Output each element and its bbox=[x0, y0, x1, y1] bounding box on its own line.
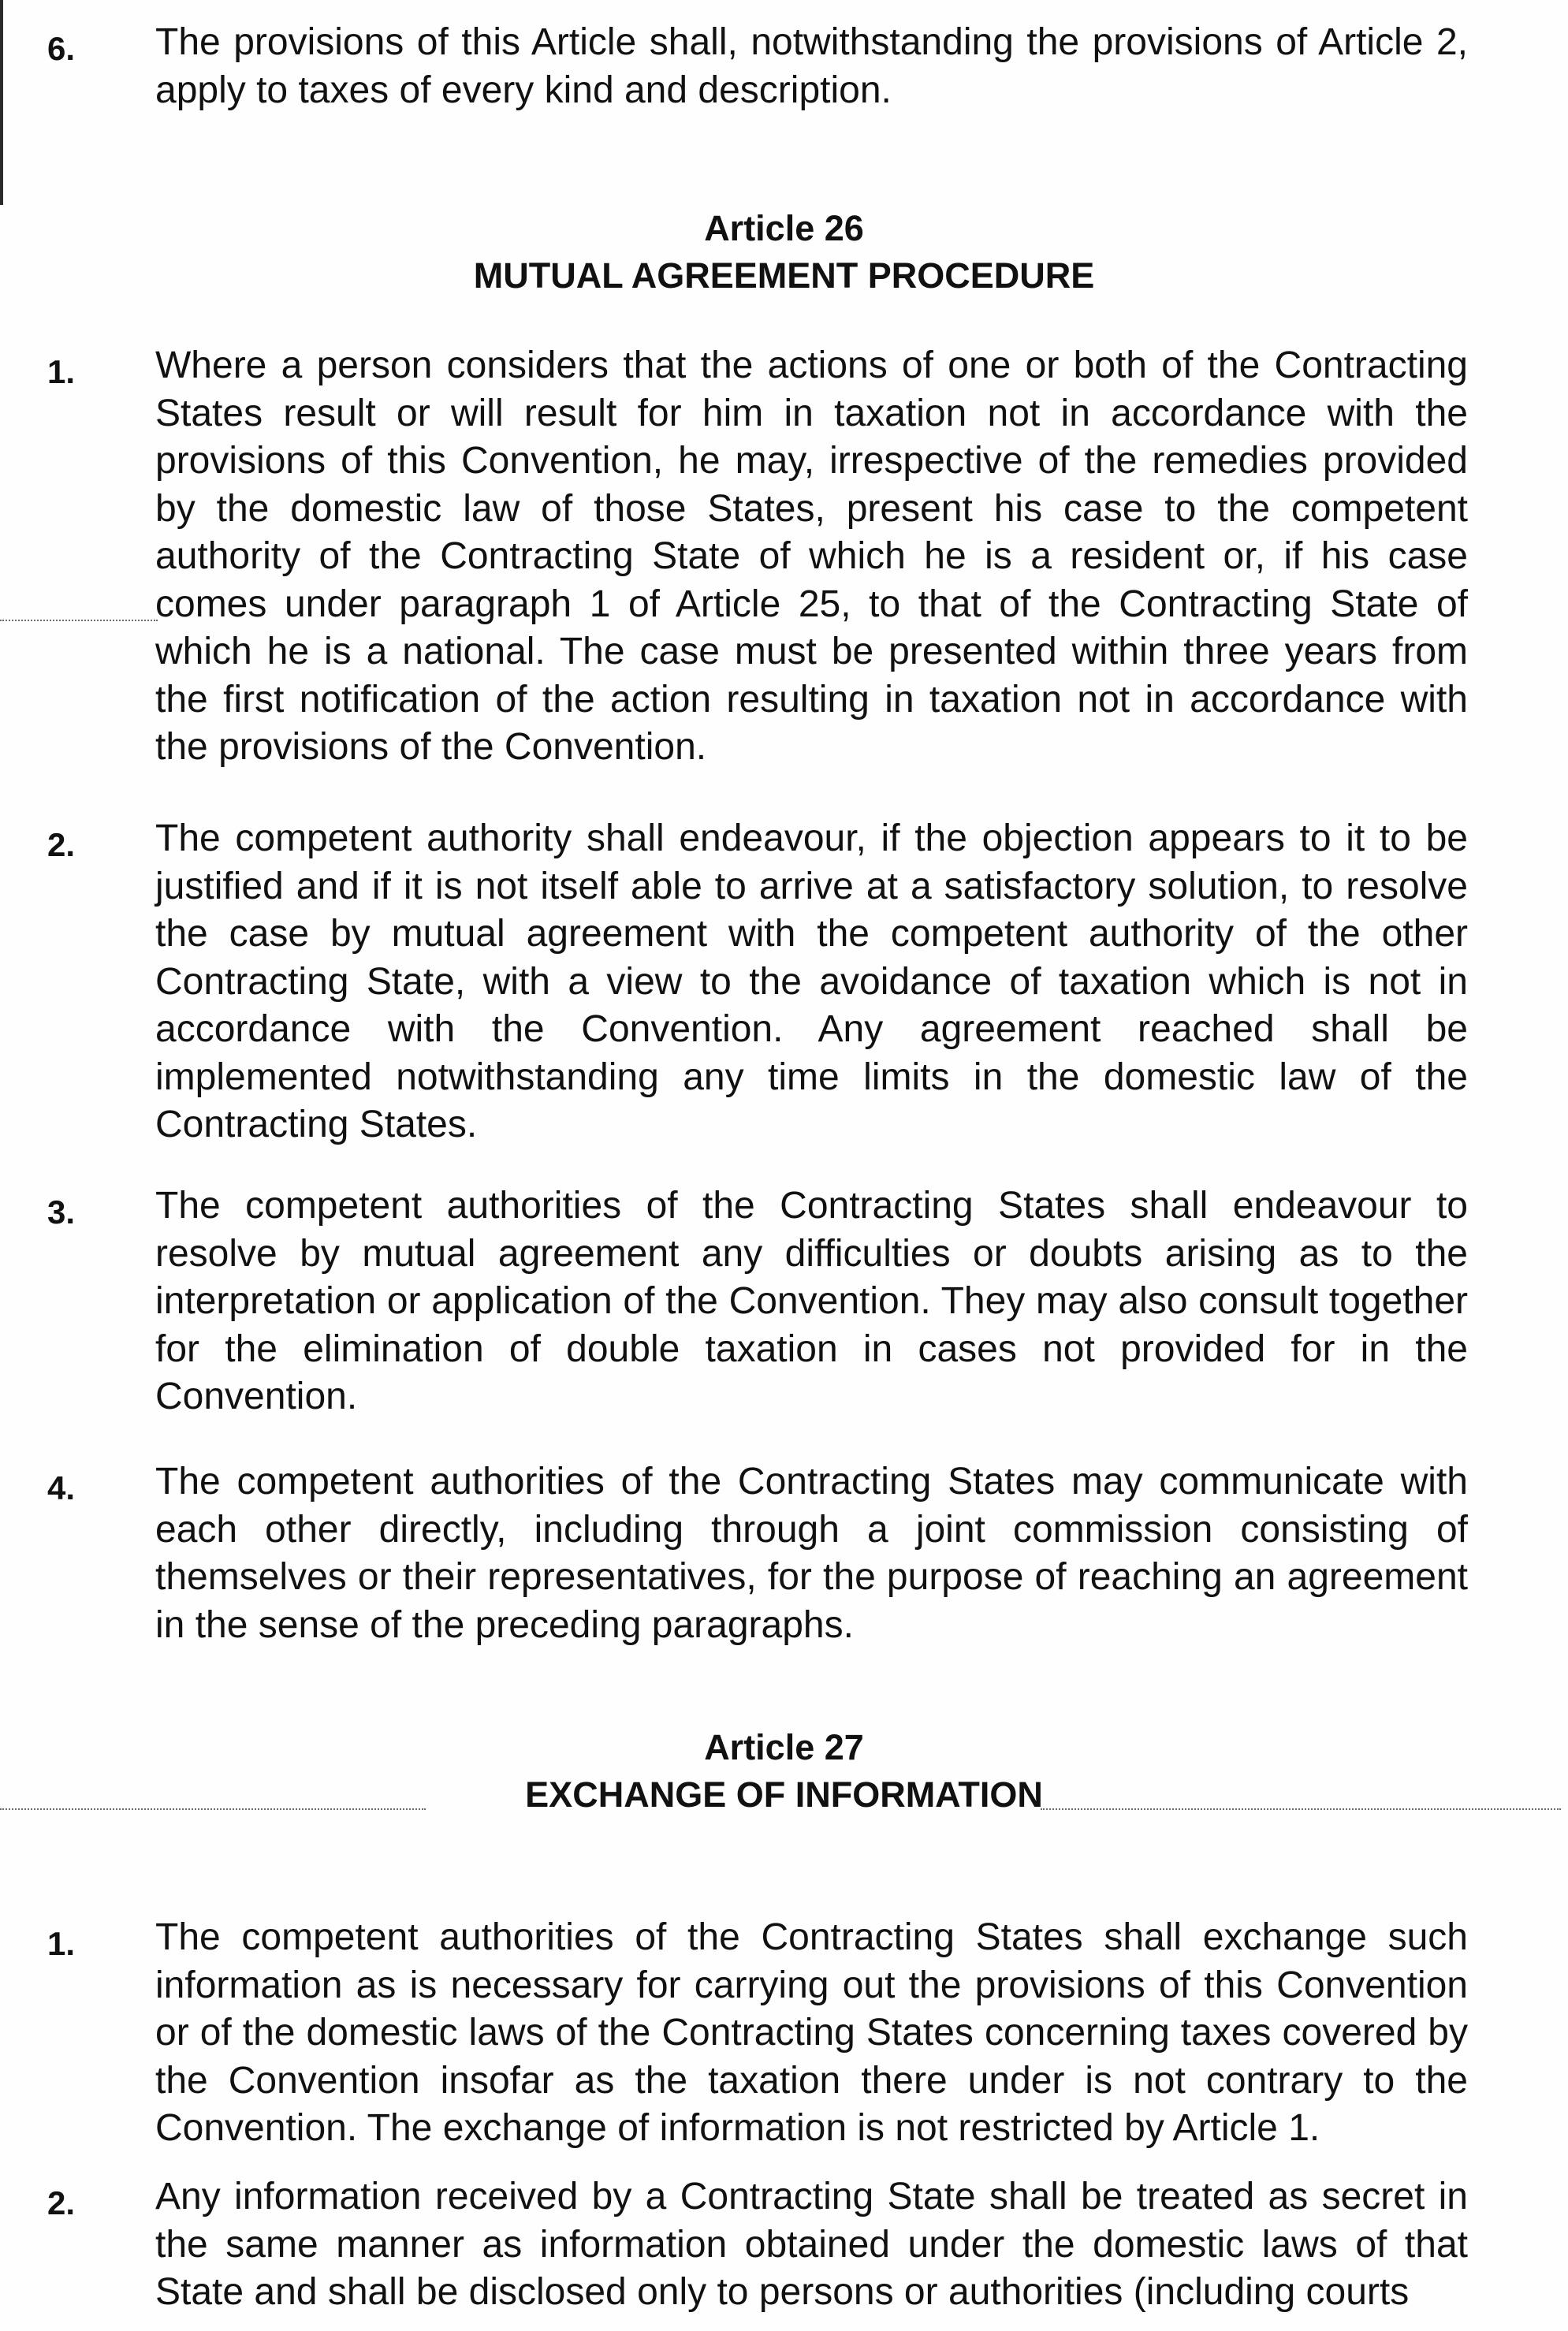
article-27-title: EXCHANGE OF INFORMATION bbox=[525, 1774, 1043, 1815]
paragraph-number: 4. bbox=[47, 1469, 76, 1506]
paragraph-text: Any information received by a Contracting State shall be treated as secret in the same manner as information obtained under the domestic laws of that State and shall be disclosed only to persons or authorities (including courts bbox=[155, 2176, 1468, 2313]
paragraph-text: The provisions of this Article shall, notwithstanding the provisions of Article 2, apply to taxes of every kind and description. bbox=[155, 21, 1468, 111]
paragraph-text: The competent authorities of the Contracting States shall exchange such information as is necessary for carrying out the provisions of this Convention or of the domestic laws of the Contracting States concerning taxes covered by the Convention insofar as the taxation there under is not contrary to the Convention. The exchange of information is not restricted by Article 1. bbox=[155, 1916, 1468, 2149]
paragraph-number: 1. bbox=[47, 1925, 76, 1962]
scan-artifact-line bbox=[1041, 1808, 1561, 1810]
paragraph-number: 3. bbox=[47, 1193, 76, 1231]
paragraph-number: 1. bbox=[47, 353, 76, 390]
paragraph-text: The competent authority shall endeavour, if the objection appears to it to be justified and if it is not itself able to arrive at a satisfactory solution, to resolve the case by mutual agreement with the competent authority of the other Contracting State, with a view to the avoidance of taxation which is not in accordance with the Convention. Any agreement reached shall be implemented notwithstanding any time limits in the domestic law of the Contracting States. bbox=[155, 817, 1468, 1145]
paragraph-text: The competent authorities of the Contracting States may communicate with each other directly, including through a joint commission consisting of themselves or their representatives, for the purpose of reaching an agreement in the sense of the preceding paragraphs. bbox=[155, 1461, 1468, 1646]
paragraph-number: 2. bbox=[47, 826, 76, 863]
paragraph-text: The competent authorities of the Contracting States shall endeavour to resolve by mutual agreement any difficulties or doubts arising as to the interpretation or application of the Convention. They may also consult together for the elimination of double taxation in cases not provided for in the Convention. bbox=[155, 1185, 1468, 1417]
scan-artifact-line bbox=[0, 620, 158, 621]
article-26-title: MUTUAL AGREEMENT PROCEDURE bbox=[473, 255, 1095, 296]
article-26-number: Article 26 bbox=[704, 208, 864, 248]
paragraph-text: Where a person considers that the actions of one or both of the Contracting States result or will result for him in taxation not in accordance with the provisions of this Convention, he may, irrespective of the remedies provided by the domestic law of those States, present his case to the competent authority of the Contracting State of which he is a resident or, if his case comes under paragraph 1 of Article 25, to that of the Contracting State of which he is a national. The case must be presented within three years from the first notification of the action resulting in taxation not in accordance with the provisions of the Convention. bbox=[155, 344, 1468, 768]
paragraph-number: 2. bbox=[47, 2184, 76, 2221]
article-27-number: Article 27 bbox=[704, 1727, 864, 1767]
paragraph-number: 6. bbox=[47, 30, 76, 67]
scan-artifact-line bbox=[0, 1808, 426, 1810]
scan-edge-mark bbox=[0, 0, 3, 205]
